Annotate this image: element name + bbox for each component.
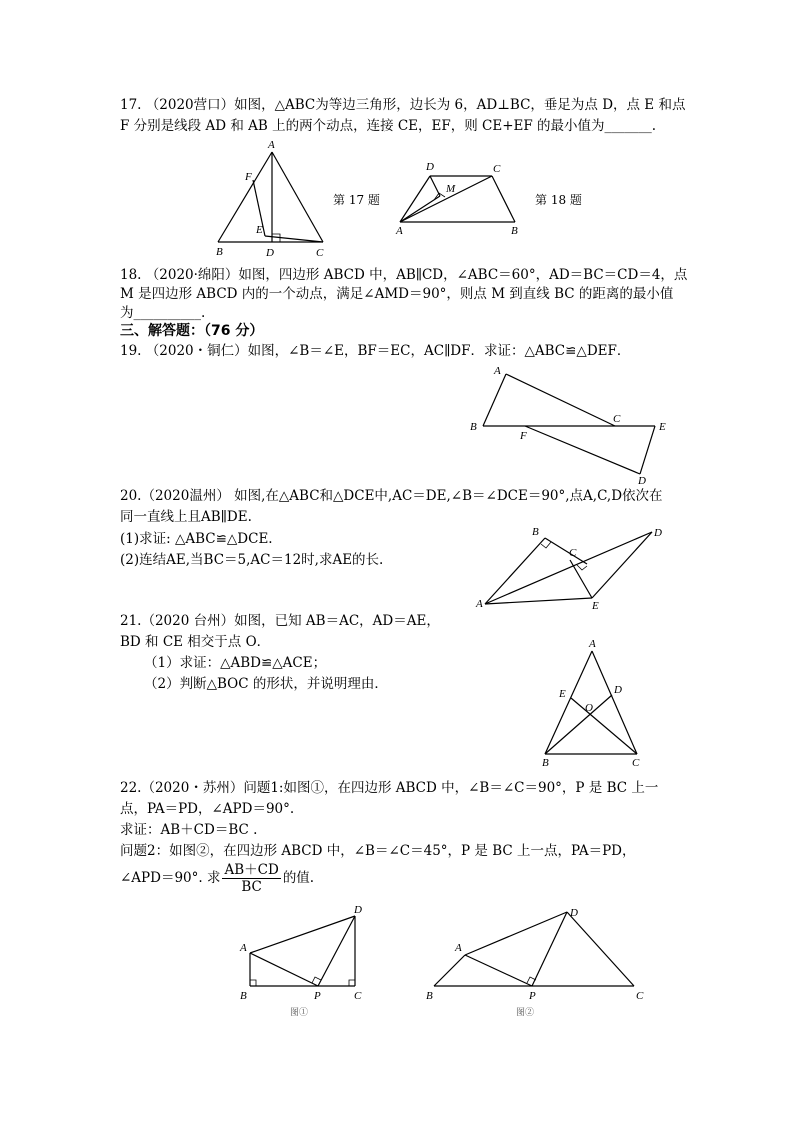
fig22b-label-d: D <box>570 907 578 919</box>
figure-18 <box>400 176 515 222</box>
q21-line1: 21.（2020 台州）如图，已知 AB＝AC，AD＝AE， <box>120 613 440 629</box>
fig18-label-c: C <box>493 163 501 175</box>
q21-line3: （1）求证：△ABD≌△ACE； <box>144 655 327 671</box>
fig19-label-b: B <box>470 421 477 433</box>
fig21-label-c: C <box>632 757 640 769</box>
section-title: 三、解答题：（76 分） <box>120 323 264 339</box>
fig17-caption: 第 17 题 <box>333 193 380 207</box>
fig22a-caption: 图① <box>290 1008 309 1018</box>
fig18-label-d: D <box>426 161 434 173</box>
q17-line1: 17. （2020营口）如图，△ABC为等边三角形，边长为 6，AD⊥BC，垂足为点 D，点 E 和点 <box>120 97 686 113</box>
fig21-label-d: D <box>614 684 622 696</box>
fig18-label-m: M <box>446 183 456 195</box>
fig17-label-d: D <box>266 247 274 259</box>
q20-line2: 同一直线上且AB∥DE. <box>120 509 252 525</box>
fig17-label-f: F <box>245 171 252 183</box>
figure-20 <box>485 532 652 604</box>
q17-line2: F 分别是线段 AD 和 AB 上的两个动点，连接 CE，EF，则 CE+EF 的最小值为_______. <box>120 118 657 134</box>
fig22b-caption: 图② <box>516 1008 535 1018</box>
fig19-label-a: A <box>494 365 501 377</box>
q22-line5-pre: ∠APD＝90°. 求 <box>120 870 221 886</box>
figure-22-2 <box>434 912 634 986</box>
fig21-label-o: O <box>585 702 593 714</box>
fig22a-label-a: A <box>240 942 247 954</box>
fig22b-label-c: C <box>636 990 644 1002</box>
fig17-label-a: A <box>268 139 275 151</box>
fig17-label-e: E <box>256 224 263 236</box>
fraction-numerator: AB＋CD <box>224 862 279 878</box>
fig17-label-b: B <box>216 246 223 258</box>
fig22b-label-p: P <box>529 990 536 1002</box>
figure-22-1 <box>250 916 355 986</box>
fraction-denominator: BC <box>241 879 262 895</box>
q22-line3: 求证：AB＋CD＝BC . <box>120 822 258 838</box>
fig19-label-d: D <box>638 475 646 487</box>
q18-line2: M 是四边形 ABCD 内的一个动点，满足∠AMD＝90°，则点 M 到直线 BC 的距离的最小值 <box>120 286 674 302</box>
fig20-label-d: D <box>654 527 662 539</box>
fig22b-label-a: A <box>455 942 462 954</box>
q22-line1: 22.（2020・苏州）问题1:如图①，在四边形 ABCD 中，∠B＝∠C＝90°，P 是 BC 上一 <box>120 780 659 796</box>
fig20-label-b: B <box>532 526 539 538</box>
fig18-label-b: B <box>511 225 518 237</box>
fig20-label-c: C <box>569 547 577 559</box>
q22-line5-post: 的值. <box>282 870 315 886</box>
fig20-label-e: E <box>592 600 599 612</box>
fig18-caption: 第 18 题 <box>535 193 582 207</box>
fig18-label-a: A <box>396 225 403 237</box>
fig22a-label-c: C <box>354 990 362 1002</box>
fig22b-label-b: B <box>426 990 433 1002</box>
figure-19 <box>483 374 655 474</box>
fig21-label-a: A <box>589 638 596 650</box>
fig17-label-c: C <box>316 247 324 259</box>
q22-line4: 问题2：如图②，在四边形 ABCD 中，∠B＝∠C＝45°，P 是 BC 上一点，PA＝PD， <box>120 843 636 859</box>
q21-line2: BD 和 CE 相交于点 O． <box>120 634 271 650</box>
fig19-label-e: E <box>659 421 666 433</box>
q21-line4: （2）判断△BOC 的形状，并说明理由． <box>144 676 388 692</box>
fig19-label-c: C <box>613 413 621 425</box>
fig22a-label-p: P <box>314 990 321 1002</box>
fig19-label-f: F <box>520 430 527 442</box>
q20-line1: 20.（2020温州） 如图,在△ABC和△DCE中,AC＝DE,∠B＝∠DCE＝90°,点A,C,D依次在 <box>120 488 663 504</box>
q19-text: 19. （2020・铜仁）如图，∠B＝∠E，BF＝EC，AC∥DF．求证：△ABC≌△DEF． <box>120 343 631 359</box>
fig22a-label-d: D <box>354 904 362 916</box>
q18-line1: 18. （2020·绵阳）如图，四边形 ABCD 中，AB∥CD，∠ABC＝60°，AD＝BC＝CD＝4，点 <box>120 267 688 283</box>
q18-line3: 为__________. <box>120 305 206 321</box>
fig21-label-e: E <box>559 688 566 700</box>
figure-17 <box>218 152 323 242</box>
q22-line2: 点，PA＝PD，∠APD＝90°. <box>120 801 295 817</box>
fig20-label-a: A <box>476 598 483 610</box>
q20-line4: (2)连结AE,当BC＝5,AC＝12时,求AE的长. <box>120 552 384 568</box>
q20-line3: (1)求证: △ABC≌△DCE. <box>120 531 273 547</box>
fig22a-label-b: B <box>240 990 247 1002</box>
fig21-label-b: B <box>542 757 549 769</box>
